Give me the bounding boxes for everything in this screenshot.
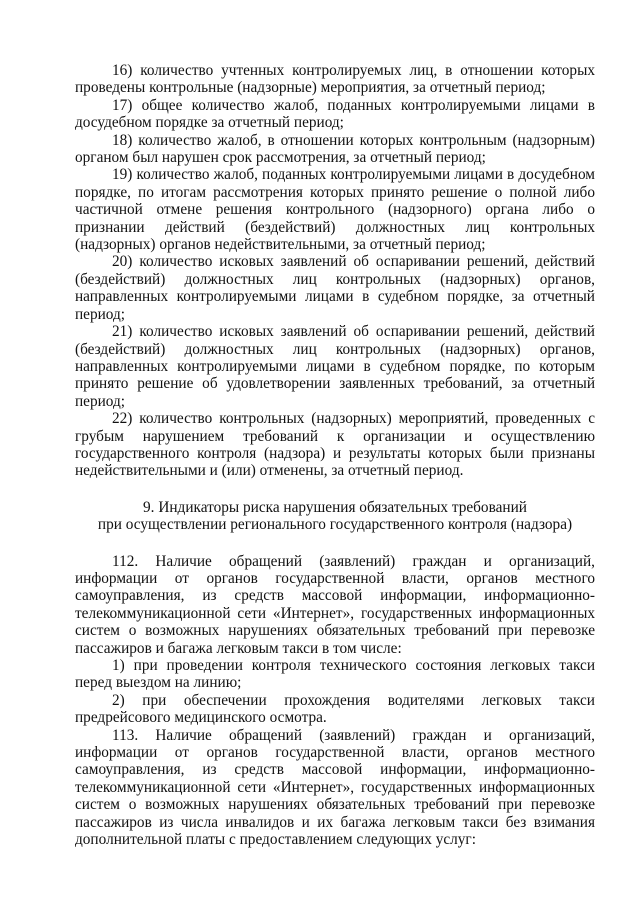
sub-item-2: 2) при обеспечении прохождения водителями легковых такси предрейсового медицинского осмотра. (75, 691, 595, 727)
section-heading-line-1: 9. Индикаторы риска нарушения обязательных требований (143, 498, 527, 516)
paragraph-113: 113. Наличие обращений (заявлений) граждан и организаций, информации от органов государственной власти, органов местного самоуправления, из средств массовой информации, информационно-телекоммуникационной сети «Интернет», государственных информационных систем о возможных нарушениях обязательных требований при перевозке пассажиров из числа инвалидов и их багажа легковым такси без взимания дополнительной платы с предоставлением следующих услуг: (75, 726, 595, 849)
section-heading-line-2: при осуществлении регионального государственного контроля (надзора) (97, 516, 573, 534)
list-item-19: 19) количество жалоб, поданных контролируемыми лицами в досудебном порядке, по итогам рассмотрения которых принято решение о полной либо частичной отмене решения контрольного (надзорного) органа либо о признании действий (бездействий) должностных лиц контрольных (надзорных) органов недействительными, за отчетный период; (75, 166, 595, 254)
list-item-22: 22) количество контрольных (надзорных) мероприятий, проведенных с грубым нарушением требований к организации и осуществлению государственного контроля (надзора) и результаты которых были признаны недействительными и (или) отменены, за отчетный период. (75, 410, 595, 480)
list-item-16: 16) количество учтенных контролируемых лиц, в отношении которых проведены контрольные (надзорные) мероприятия, за отчетный период; (75, 62, 595, 97)
list-item-17: 17) общее количество жалоб, поданных контролируемыми лицами в досудебном порядке за отчетный период; (75, 96, 595, 132)
list-item-18: 18) количество жалоб, в отношении которых контрольным (надзорным) органом был нарушен срок рассмотрения, за отчетный период; (75, 131, 595, 167)
list-item-21: 21) количество исковых заявлений об оспаривании решений, действий (бездействий) должностных лиц контрольных (надзорных) органов, направленных контролируемыми лицами в судебном порядке, по которым принято решение об удовлетворении заявленных требований, за отчетный период; (75, 323, 595, 410)
list-item-20: 20) количество исковых заявлений об оспаривании решений, действий (бездействий) должностных лиц контрольных (надзорных) органов, направленных контролируемыми лицами в судебном порядке, за отчетный период; (75, 253, 595, 323)
section-heading (75, 499, 595, 534)
document-page (75, 62, 595, 848)
sub-item-1: 1) при проведении контроля технического состояния легковых такси перед выездом на линию; (75, 657, 595, 692)
paragraph-112: 112. Наличие обращений (заявлений) граждан и организаций, информации от органов государственной власти, органов местного самоуправления, из средств массовой информации, информационно-телекоммуникационной сети «Интернет», государственных информационных систем о возможных нарушениях обязательных требований при перевозке пассажиров и багажа легковым такси в том числе: (75, 552, 595, 657)
